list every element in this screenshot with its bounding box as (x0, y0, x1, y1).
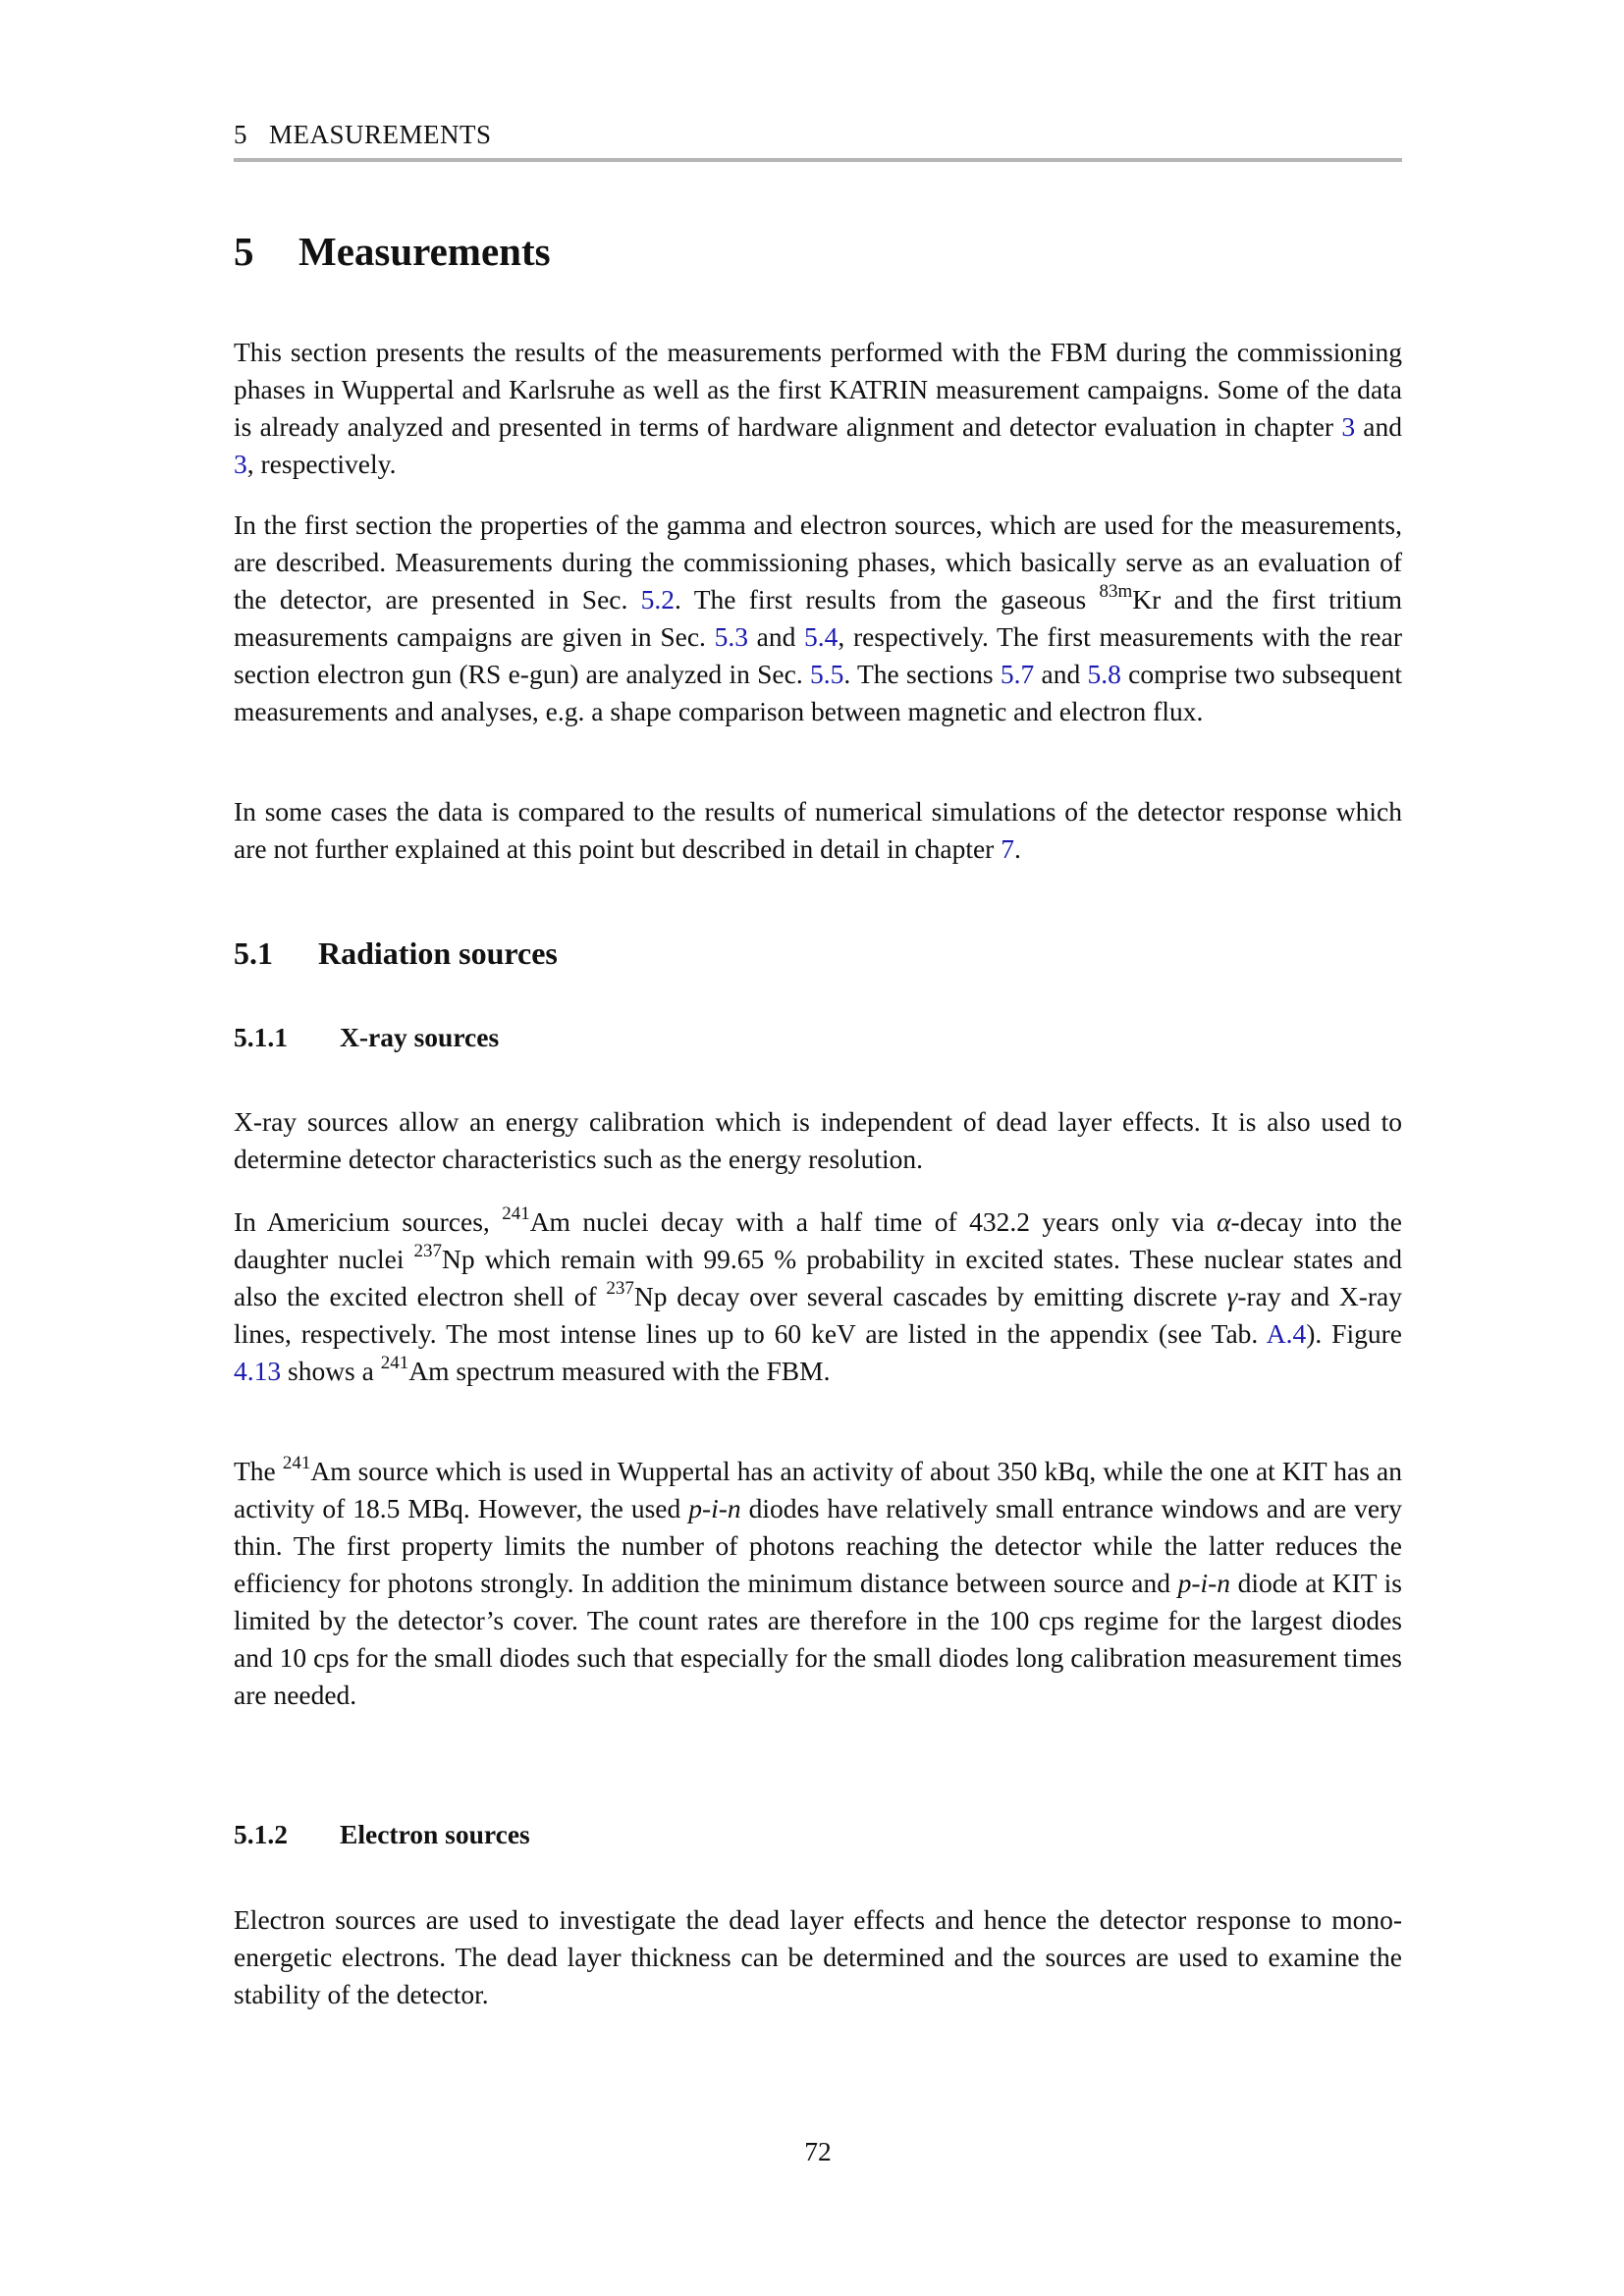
section-ref-link[interactable]: 5.2 (640, 584, 676, 614)
intro-paragraph-2: In the first section the properties of the gamma and electron sources, which are used for the measurements, are described. Measurements during the commissioning phases, which basically serve as an evaluation of the detector, are presented in Sec. 5.2. The first results from the gaseous $^{83m}$Kr and the first tritium measurements campaigns are given in Sec. 5.3 and 5.4, respectively. The first measurements with the rear section electron gun (RS e-gun) are analyzed in Sec. 5.5. The sections 5.7 and 5.8 comprise two subsequent measurements and analyses, e.g. a shape comparison between magnetic and electron flux. (234, 509, 1402, 726)
pin-diode-term: p-i-n (1177, 1568, 1231, 1598)
section-ref-link[interactable]: 5.5 (809, 659, 844, 689)
isotope-superscript: 237 (606, 1278, 634, 1299)
running-header-title: MEASUREMENTS (269, 120, 492, 149)
isotope-superscript: 83m (1099, 581, 1133, 602)
section-ref-link[interactable]: 5.4 (804, 621, 839, 652)
pin-diode-term: p-i-n (688, 1493, 741, 1523)
chapter-ref-link[interactable]: 3 (234, 449, 247, 479)
intro-paragraph-1: This section presents the results of the measurements performed with the FBM during the commissioning phases in Wuppertal and Karlsruhe as well as the first KATRIN measurement campaigns. Some of the data is already analyzed and presented in terms of hardware alignment and detector evaluation in chapter 3 and 3, respectively. (234, 337, 1403, 479)
section-ref-link[interactable]: 5.7 (1000, 659, 1035, 689)
isotope-superscript: 237 (413, 1241, 443, 1261)
xray-paragraph-2: In Americium sources, $^{241}$Am nuclei decay with a half time of 432.2 years only via α-decay into the daughter nuclei $^{237}$Np which remain with 99.65 % probability in excited states. These nuclear states and also the excited electron shell of $^{237}$Np decay over several cascades by emitting discrete γ-ray and X-ray lines, respectively. The most intense lines up to 60 keV are listed in the appendix (see Tab. A.4). Figure 4.13 shows a $^{241}$Am spectrum measured with the FBM. (234, 1203, 1403, 1386)
section-ref-link[interactable]: 5.8 (1087, 659, 1121, 689)
electron-paragraph-1: Electron sources are used to investigate the dead layer effects and hence the detector response to mono-energetic electrons. The dead layer thickness can be determined and the sources are used to examine the stability of the detector. (234, 1904, 1402, 2009)
section-ref-link[interactable]: 5.3 (714, 621, 748, 652)
xray-paragraph-3: The $^{241}$Am source which is used in Wuppertal has an activity of about 350 kBq, while the one at KIT has an activity of 18.5 MBq. However, the used p-i-n diodes have relatively small entrance windows and are very thin. The first property limits the number of photons reaching the detector while the latter reduces the efficiency for photons strongly. In addition the minimum distance between source and p-i-n diode at KIT is limited by the detector’s cover. The count rates are therefore in the 100 cps regime for the largest diodes and 10 cps for the small diodes such that especially for the small diodes long calibration measurement times are needed. (234, 1453, 1402, 1710)
chapter-ref-link[interactable]: 3 (1341, 411, 1356, 442)
gamma-symbol: γ (1226, 1281, 1238, 1311)
xray-paragraph-1: X-ray sources allow an energy calibration which is independent of dead layer effects. It is also used to determine detector characteristics such as the energy resolution. (234, 1106, 1402, 1174)
intro-paragraph-3: In some cases the data is compared to the results of numerical simulations of the detector response which are not further explained at this point but described in detail in chapter 7. (234, 796, 1402, 864)
isotope-superscript: 241 (282, 1453, 311, 1473)
running-header-number: 5 (234, 120, 247, 149)
chapter-title (234, 228, 551, 275)
header-rule (234, 158, 1402, 162)
table-ref-link[interactable]: A.4 (1266, 1318, 1307, 1349)
isotope-superscript: 241 (380, 1353, 409, 1373)
figure-ref-link[interactable]: 4.13 (234, 1356, 282, 1386)
subsection-heading-electron-sources: 5.1.2 Electron sources (234, 1819, 530, 1849)
running-header (234, 120, 1402, 150)
section-heading-radiation-sources: 5.1 Radiation sources (234, 935, 558, 971)
chapter-number: 5 (234, 229, 254, 274)
page-number: 72 (804, 2136, 832, 2166)
alpha-symbol: α (1217, 1206, 1231, 1237)
subsection-heading-xray-sources: 5.1.1 X-ray sources (234, 1022, 500, 1052)
chapter-ref-link[interactable]: 7 (1001, 833, 1014, 864)
chapter-title-text: Measurements (298, 229, 551, 274)
isotope-superscript: 241 (502, 1203, 530, 1224)
